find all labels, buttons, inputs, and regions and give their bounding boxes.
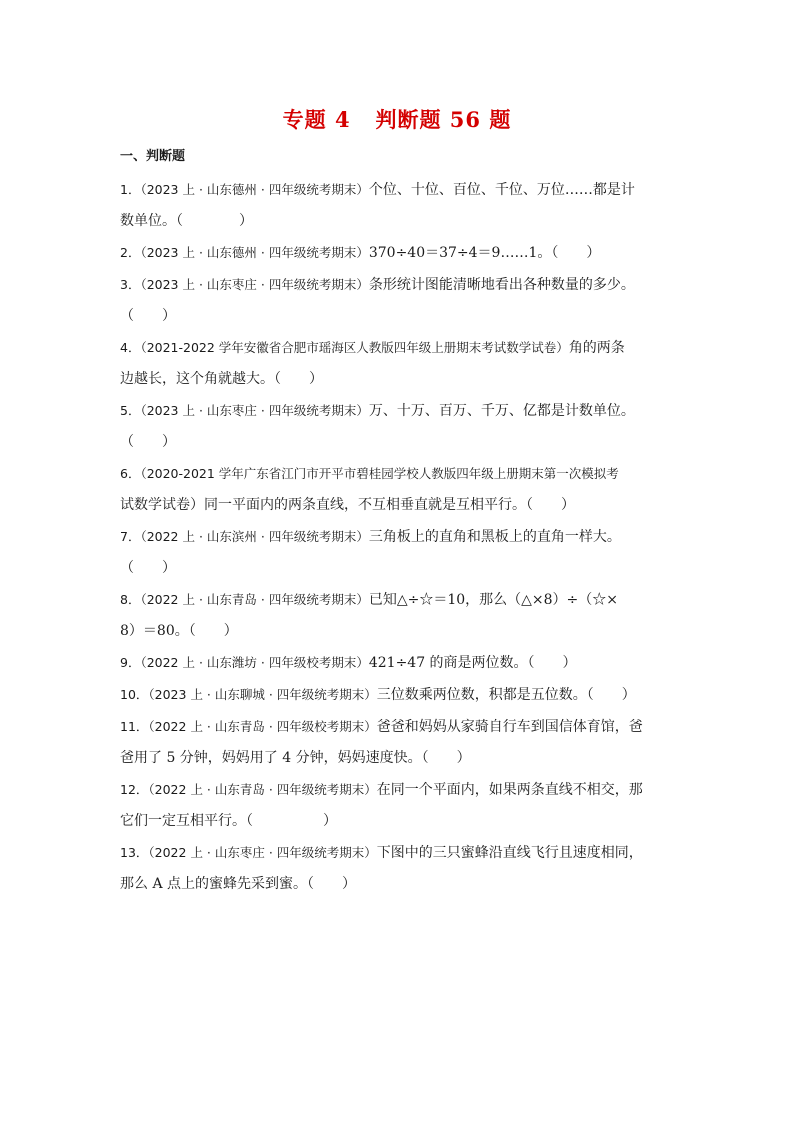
question-text: 试数学试卷）同一平面内的两条直线，不互相垂直就是互相平行。（ ） [120,497,575,513]
question-number: 9． [120,655,141,670]
question-number: 7． [120,529,141,544]
question-text-continued: 边越长，这个角就越大。（ ） [120,371,323,387]
question-text: 370÷40＝37÷4＝9……1。（ ） [368,245,601,261]
question-text-continued: 数单位。（ ） [120,213,253,229]
question-source: （2021-2022 学年安徽省合肥市瑶海区人教版四年级上册期末考试数学试卷） [140,340,569,355]
question-text-continued: 8）＝80。（ ） [120,623,238,639]
question-text: 三位数乘两位数，积都是五位数。（ ） [376,687,636,703]
question-text: 角的两条 [568,340,625,356]
section-heading: 一、判断题 [120,149,186,164]
question-text: 421÷47 的商是两位数。（ ） [368,655,577,671]
question-number: 10． [120,687,149,702]
question-source: （2022 上 · 山东青岛 · 四年级统考期末） [140,592,369,607]
question-item [120,458,676,521]
question-item [120,711,676,774]
question-source: （2023 上 · 山东枣庄 · 四年级统考期末） [140,277,369,292]
question-text-continued: （ ） [120,560,176,576]
question-text: 条形统计图能清晰地看出各种数量的多少。 [368,277,635,293]
question-text-continued: （ ） [120,308,176,324]
question-number: 13． [120,845,149,860]
question-source: （2023 上 · 山东枣庄 · 四年级统考期末） [140,403,369,418]
question-text: 万、十万、百万、千万、亿都是计数单位。 [368,403,635,419]
question-item [120,237,676,269]
question-number: 12． [120,782,149,797]
page-title: 专题 4 判断题 56 题 [282,107,512,132]
question-text-continued: 爸用了 5 分钟，妈妈用了 4 分钟，妈妈速度快。（ ） [120,750,471,766]
question-text: 下图中的三只蜜蜂沿直线飞行且速度相同， [376,845,643,861]
question-source: （2023 上 · 山东德州 · 四年级统考期末） [140,182,369,197]
question-number: 2． [120,245,141,260]
question-number: 4． [120,340,141,355]
question-item [120,269,676,332]
question-item [120,647,676,679]
question-item [120,584,676,647]
question-number: 3． [120,277,141,292]
question-text: 爸爸和妈妈从家骑自行车到国信体育馆，爸 [376,719,643,735]
question-list [120,174,676,900]
question-source: （2022 上 · 山东枣庄 · 四年级统考期末） [148,845,377,860]
question-number: 5． [120,403,141,418]
question-item [120,774,676,837]
question-text-continued: 那么 A 点上的蜜蜂先采到蜜。（ ） [120,876,357,892]
question-number: 8． [120,592,141,607]
question-text: 三角板上的直角和黑板上的直角一样大。 [368,529,621,545]
question-source: （2023 上 · 山东德州 · 四年级统考期末） [140,245,369,260]
question-item [120,174,676,237]
question-source: （2022 上 · 山东青岛 · 四年级校考期末） [148,719,377,734]
question-number: 6． [120,466,141,481]
question-source: （2023 上 · 山东聊城 · 四年级统考期末） [148,687,377,702]
question-item [120,395,676,458]
question-number: 1． [120,182,141,197]
question-text: 在同一个平面内，如果两条直线不相交，那 [376,782,643,798]
question-source: （2020-2021 学年广东省江门市开平市碧桂园学校人教版四年级上册期末第一次模拟考 [140,466,619,481]
question-text-continued: 它们一定互相平行。（ ） [120,813,337,829]
question-item [120,837,676,900]
question-text: 已知△÷☆＝10，那么（△×8）÷（☆× [368,592,619,608]
question-number: 11． [120,719,149,734]
question-source: （2022 上 · 山东青岛 · 四年级统考期末） [148,782,377,797]
question-source: （2022 上 · 山东滨州 · 四年级统考期末） [140,529,369,544]
question-text: 个位、十位、百位、千位、万位……都是计 [368,182,635,198]
question-text-continued: （ ） [120,434,176,450]
question-item [120,679,676,711]
question-item [120,521,676,584]
question-item [120,332,676,395]
question-source: （2022 上 · 山东潍坊 · 四年级校考期末） [140,655,369,670]
